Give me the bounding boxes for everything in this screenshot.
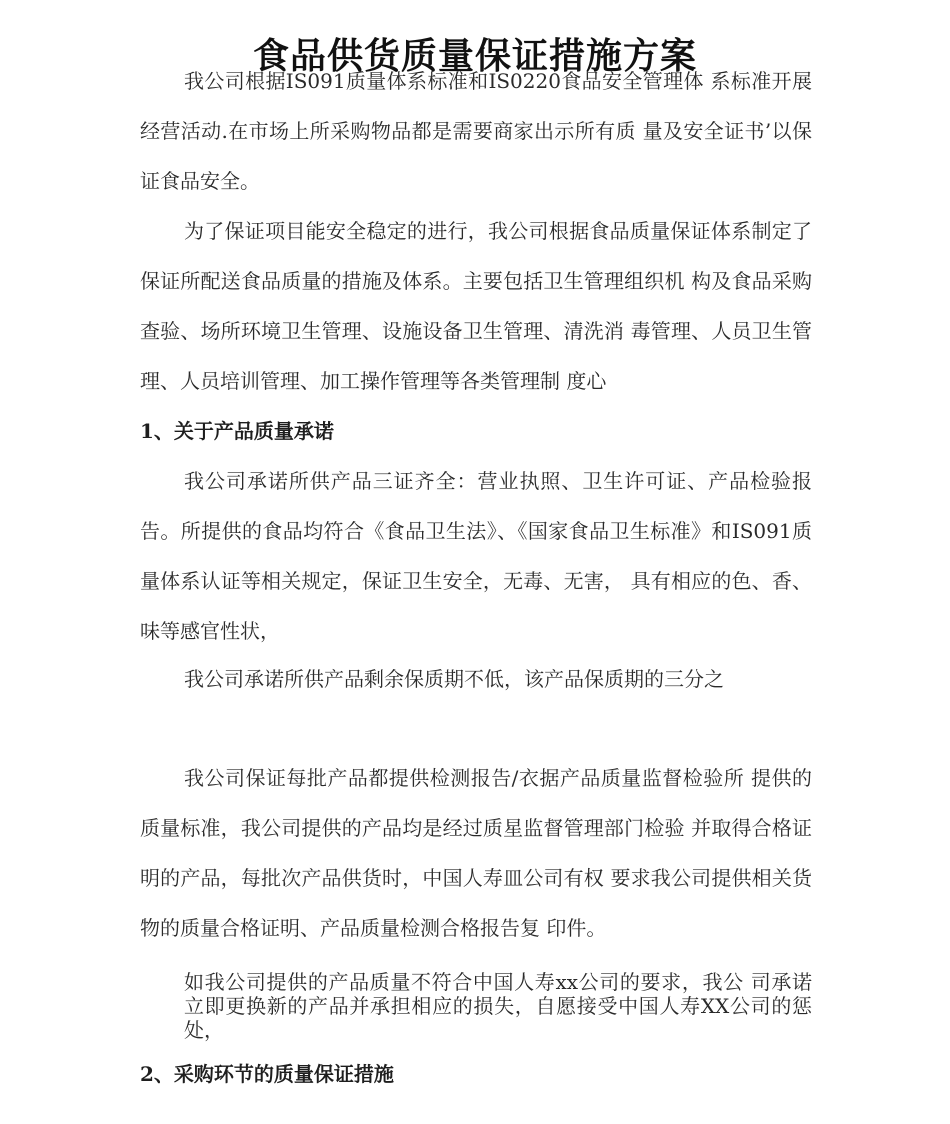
section-1-paragraph-1: 我公司承诺所供产品三证齐全：营业执照、卫生许可证、产品检验报告。所提供的食品均符合《食品卫生法》、《国家食品卫生标准》和IS091质量体系认证等相关规定，保证卫生安全，无毒、无害， 具有相应的色、香、味等感官性状， bbox=[140, 469, 812, 643]
section-1-paragraph-3: 我公司保证每批产品都提供检测报告/衣据产品质量监督检验所 提供的质量标准，我公司提供的产品均是经过质星监督管理部门检验 并取得合格证明的产品，每批次产品供货时，中国人寿皿公司有权 要求我公司提供相关货物的质量合格证明、产品质量检测合格报告复 印件。 bbox=[140, 766, 812, 940]
section-2-heading: 2、采购环节的质量保证措施 bbox=[140, 1062, 394, 1086]
section-1-paragraph-4: 如我公司提供的产品质量不符合中国人寿xx公司的要求，我公 司承诺立即更换新的产品并承担相应的损失，自愿接受中国人寿XX公司的惩处， bbox=[184, 970, 812, 1042]
intro-paragraph-2: 为了保证项目能安全稳定的进行，我公司根据食品质量保证体系制定了保证所配送食品质量的措施及体系。主要包括卫生管理组织机 构及食品采购查验、场所环境卫生管理、设施设备卫生管理、清洗消 毒管理、人员卫生管理、人员培训管理、加工操作管理等各类管理制 度心 bbox=[140, 219, 812, 393]
section-1-paragraph-2: 我公司承诺所供产品剩余保质期不低，该产品保质期的三分之 bbox=[184, 667, 724, 691]
document-title: 食品供货质量保证措施方案 bbox=[252, 35, 697, 78]
intro-paragraph-1: 我公司根据IS091质量体系标准和IS0220食品安全管理体 系标准开展经营活动.在市场上所采购物品都是需要商家出示所有质 量及安全证书’以保证食品安全。 bbox=[140, 69, 812, 193]
section-1-heading: 1、关于产品质量承诺 bbox=[140, 419, 334, 443]
